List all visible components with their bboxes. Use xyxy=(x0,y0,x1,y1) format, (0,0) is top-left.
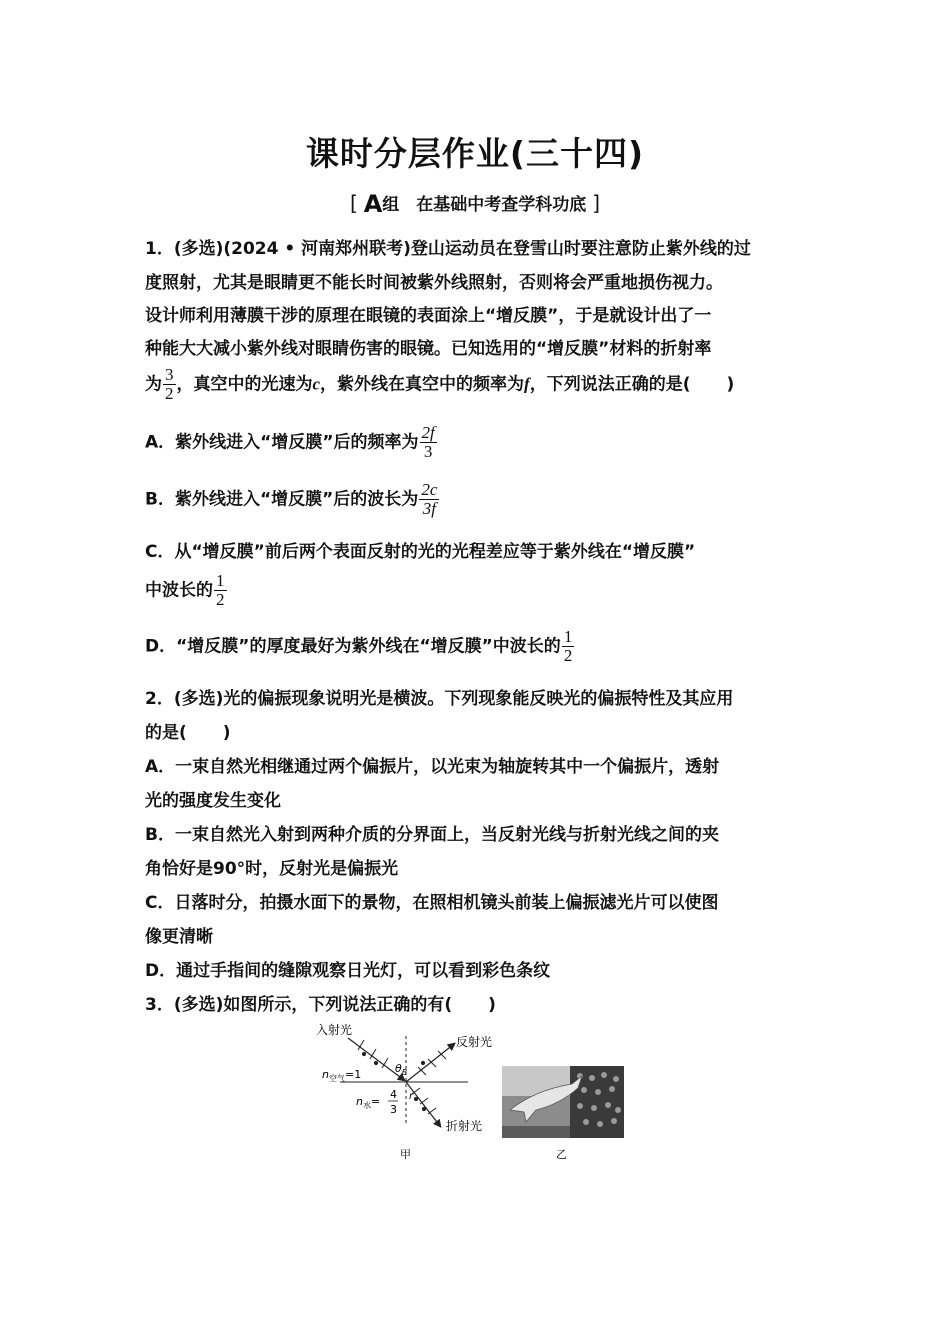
frequency-symbol: f xyxy=(524,374,530,394)
q1-option-b-text: B．紫外线进入“增反膜”后的波长为 xyxy=(145,489,419,510)
refracted-ray xyxy=(406,1082,440,1126)
q1-line-5 xyxy=(145,366,734,403)
n-air-label: $n_{空气}=1$ xyxy=(322,1068,362,1083)
q2-line-2-text: 的是( xyxy=(145,723,187,743)
light-speed-symbol: c xyxy=(312,374,321,394)
group-letter: A xyxy=(363,190,383,218)
q1-line-5-post: ，下列说法正确的是( xyxy=(529,374,691,395)
refractive-index-fraction xyxy=(163,366,176,403)
q1-line-5-pre: 为 xyxy=(145,374,162,395)
q3-figure xyxy=(300,1018,640,1168)
caption-right: 乙 xyxy=(556,1148,567,1161)
fraction-denominator: 2 xyxy=(563,646,573,665)
q1-line-4: 种能大大减小紫外线对眼睛伤害的眼镜。已知选用的“增反膜”材料的折射率 xyxy=(145,339,712,359)
q1-option-b-fraction xyxy=(419,481,439,518)
q1-line-1: 1．(多选)(2024 • 河南郑州联考)登山运动员在登雪山时要注意防止紫外线的过 xyxy=(145,239,751,259)
fraction-denominator: 2 xyxy=(165,384,174,403)
q2-line-2 xyxy=(145,718,231,743)
caption-left: 甲 xyxy=(400,1148,411,1161)
bracket-close: ] xyxy=(592,191,601,215)
reflected-ray xyxy=(406,1044,454,1082)
q2-line-1: 2．(多选)光的偏振现象说明光是横波。下列现象能反映光的偏振特性及其应用 xyxy=(145,689,734,709)
q1-option-d-text: D．“增反膜”的厚度最好为紫外线在“增反膜”中波长的 xyxy=(145,636,561,657)
q1-option-a xyxy=(145,424,438,461)
q1-line-2: 度照射，尤其是眼睛更不能长时间被紫外线照射，否则将会严重地损伤视力。 xyxy=(145,273,723,293)
q1-line-5-end: ) xyxy=(726,374,735,395)
page-title: 课时分层作业(三十四) xyxy=(305,134,645,173)
theta-label: $\theta_B$ xyxy=(395,1062,408,1077)
q1-line-3: 设计师利用薄膜干涉的原理在眼镜的表面涂上“增反膜”，于是就设计出了一 xyxy=(145,306,712,326)
q1-line-5-mid: ，真空中的光速为 xyxy=(176,374,313,395)
q3-line-1-end: ) xyxy=(488,995,496,1015)
fraction-denominator: 3f xyxy=(422,499,436,518)
q2-option-c-line-2: 像更清晰 xyxy=(145,927,213,947)
fraction-numerator: 2f xyxy=(421,423,435,442)
q1-option-c-fraction xyxy=(214,572,227,609)
q1-option-a-fraction xyxy=(420,424,437,461)
q1-line-5-mid2: ，紫外线在真空中的频率为 xyxy=(320,374,525,395)
reflected-label: 反射光 xyxy=(456,1035,493,1049)
n-water-numerator: 4 xyxy=(390,1088,397,1101)
incident-label: 入射光 xyxy=(316,1023,353,1037)
q1-option-b xyxy=(145,481,440,518)
fraction-numerator: 3 xyxy=(165,365,174,384)
fraction-denominator: 3 xyxy=(423,442,433,461)
q2-option-b-line-1: B．一束自然光入射到两种介质的分界面上，当反射光线与折射光线之间的夹 xyxy=(145,825,719,845)
q2-option-c-line-1: C．日落时分，拍摄水面下的景物，在照相机镜头前装上偏振滤光片可以使图 xyxy=(145,893,719,913)
n-water-denominator: 3 xyxy=(390,1103,397,1116)
q2-option-a-line-1: A．一束自然光相继通过两个偏振片，以光束为轴旋转其中一个偏振片，透射 xyxy=(145,757,720,777)
q2-option-a-line-2: 光的强度发生变化 xyxy=(145,791,281,811)
q1-option-c-line-1: C．从“增反膜”前后两个表面反射的光的光程差应等于紫外线在“增反膜” xyxy=(145,542,696,562)
n-water-label: $n_水=$ xyxy=(356,1095,381,1110)
fraction-numerator: 1 xyxy=(216,571,225,590)
q3-line-1-text: 3．(多选)如图所示，下列说法正确的有( xyxy=(145,995,453,1015)
refracted-label: 折射光 xyxy=(446,1119,483,1133)
q2-option-b-line-2: 角恰好是90°时，反射光是偏振光 xyxy=(145,859,399,879)
fraction-numerator: 1 xyxy=(563,627,573,646)
group-text: 组 在基础中考查学科功底 xyxy=(382,195,587,215)
refraction-diagram xyxy=(316,1022,492,1161)
q3-line-1 xyxy=(145,990,496,1015)
r-label: r xyxy=(409,1091,414,1102)
bracket-open: [ xyxy=(349,191,358,215)
fraction-numerator: 2c xyxy=(421,480,438,499)
fraction-denominator: 2 xyxy=(216,590,225,609)
q2-line-2-end: ) xyxy=(222,723,231,743)
q1-option-d-fraction xyxy=(562,628,575,665)
q1-option-c-line-2 xyxy=(145,572,228,609)
q1-option-d xyxy=(145,628,575,665)
section-header xyxy=(0,190,950,218)
q1-option-a-text: A．紫外线进入“增反膜”后的频率为 xyxy=(145,432,419,453)
shark-photo xyxy=(502,1066,624,1161)
q2-option-d: D．通过手指间的缝隙观察日光灯，可以看到彩色条纹 xyxy=(145,961,551,981)
q1-option-c-text: 中波长的 xyxy=(145,580,213,601)
